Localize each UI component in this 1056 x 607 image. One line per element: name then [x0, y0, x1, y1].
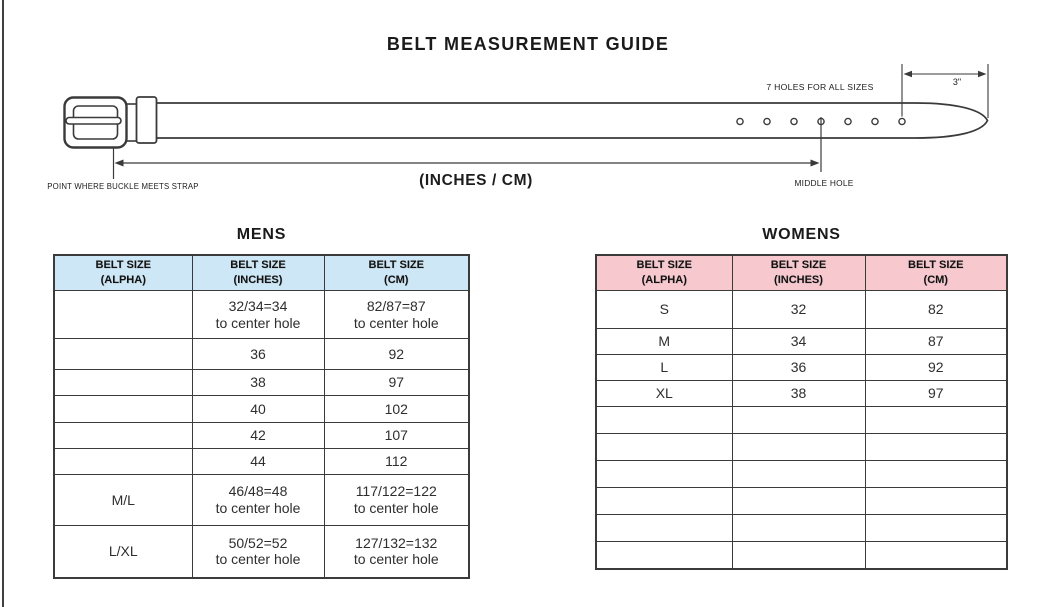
belt-keeper: [137, 97, 157, 143]
table-row: [596, 488, 1007, 515]
table-row: [54, 339, 469, 370]
table-row: [54, 396, 469, 423]
cell-inches: [732, 461, 865, 488]
table-row: [54, 475, 469, 526]
belt-band: [157, 103, 988, 138]
cell-cm: 97: [324, 370, 469, 396]
table-row: [54, 526, 469, 578]
table-row: [54, 291, 469, 339]
cell-inches: 50/52=52 to center hole: [192, 526, 324, 578]
cell-inches: [732, 488, 865, 515]
mens-table: [53, 254, 470, 579]
table-row: [596, 381, 1007, 407]
belt-hole: [737, 118, 743, 124]
cell-inches: [732, 407, 865, 434]
cell-cm: [865, 515, 1007, 542]
cell-inches: 40: [192, 396, 324, 423]
cell-cm: 97: [865, 381, 1007, 407]
cell-cm: 92: [865, 355, 1007, 381]
belt-hole: [764, 118, 770, 124]
belt-diagram: [0, 0, 1056, 210]
mens-title: MENS: [236, 226, 287, 243]
cell-alpha: [54, 291, 192, 339]
cell-alpha: [54, 423, 192, 449]
belt-hole: [791, 118, 797, 124]
table-row: [54, 370, 469, 396]
cell-cm: 92: [324, 339, 469, 370]
cell-cm: 87: [865, 329, 1007, 355]
cell-alpha: M/L: [54, 475, 192, 526]
table-row: [54, 449, 469, 475]
cell-inches: 44: [192, 449, 324, 475]
cell-cm: [865, 461, 1007, 488]
womens-col-cm: BELT SIZE (CM): [865, 255, 1007, 291]
cell-alpha: [596, 488, 732, 515]
three-inch-label: 3": [952, 77, 962, 87]
table-row: [596, 515, 1007, 542]
womens-table: [595, 254, 1008, 570]
cell-alpha: XL: [596, 381, 732, 407]
cell-inches: 42: [192, 423, 324, 449]
table-row: [596, 434, 1007, 461]
mens-section: [53, 226, 470, 579]
cell-alpha: [54, 396, 192, 423]
cell-alpha: L/XL: [54, 526, 192, 578]
page-title: BELT MEASUREMENT GUIDE: [386, 34, 670, 54]
cell-inches: 32: [732, 291, 865, 329]
buckle-prong: [66, 118, 121, 125]
cell-alpha: L: [596, 355, 732, 381]
cell-inches: 34: [732, 329, 865, 355]
cell-alpha: [54, 449, 192, 475]
buckle-point-label: POINT WHERE BUCKLE MEETS STRAP: [47, 182, 199, 191]
cell-cm: 107: [324, 423, 469, 449]
cell-alpha: [54, 339, 192, 370]
womens-col-alpha: BELT SIZE (ALPHA): [596, 255, 732, 291]
cell-cm: 82/87=87 to center hole: [324, 291, 469, 339]
cell-cm: 112: [324, 449, 469, 475]
cell-alpha: [596, 407, 732, 434]
mens-header-row: [54, 255, 469, 291]
cell-alpha: [596, 515, 732, 542]
cell-alpha: S: [596, 291, 732, 329]
cell-inches: 36: [732, 355, 865, 381]
units-label: (INCHES / CM): [419, 172, 533, 189]
belt-hole: [899, 118, 905, 124]
cell-cm: [865, 434, 1007, 461]
cell-inches: 36: [192, 339, 324, 370]
womens-col-inches: BELT SIZE (INCHES): [732, 255, 865, 291]
cell-inches: 46/48=48 to center hole: [192, 475, 324, 526]
table-row: [596, 407, 1007, 434]
cell-inches: [732, 515, 865, 542]
cell-cm: [865, 542, 1007, 569]
cell-cm: [865, 488, 1007, 515]
middle-hole-label: MIDDLE HOLE: [794, 178, 854, 188]
belt-hole: [845, 118, 851, 124]
cell-alpha: M: [596, 329, 732, 355]
cell-cm: 82: [865, 291, 1007, 329]
cell-cm: 127/132=132 to center hole: [324, 526, 469, 578]
cell-cm: 102: [324, 396, 469, 423]
mens-col-cm: BELT SIZE (CM): [324, 255, 469, 291]
belt-buckle: [65, 98, 127, 148]
cell-inches: [732, 542, 865, 569]
table-row: [596, 329, 1007, 355]
cell-alpha: [596, 542, 732, 569]
table-row: [54, 423, 469, 449]
mens-col-inches: BELT SIZE (INCHES): [192, 255, 324, 291]
table-row: [596, 291, 1007, 329]
cell-cm: [865, 407, 1007, 434]
cell-inches: 38: [732, 381, 865, 407]
table-row: [596, 542, 1007, 569]
cell-alpha: [596, 461, 732, 488]
cell-alpha: [54, 370, 192, 396]
cell-inches: 38: [192, 370, 324, 396]
table-row: [596, 355, 1007, 381]
seven-holes-label: 7 HOLES FOR ALL SIZES: [766, 82, 874, 92]
table-row: [596, 461, 1007, 488]
womens-section: [595, 226, 1008, 570]
cell-inches: 32/34=34 to center hole: [192, 291, 324, 339]
womens-title: WOMENS: [762, 226, 841, 243]
cell-alpha: [596, 434, 732, 461]
cell-cm: 117/122=122 to center hole: [324, 475, 469, 526]
cell-inches: [732, 434, 865, 461]
mens-col-alpha: BELT SIZE (ALPHA): [54, 255, 192, 291]
belt-hole: [872, 118, 878, 124]
womens-header-row: [596, 255, 1007, 291]
